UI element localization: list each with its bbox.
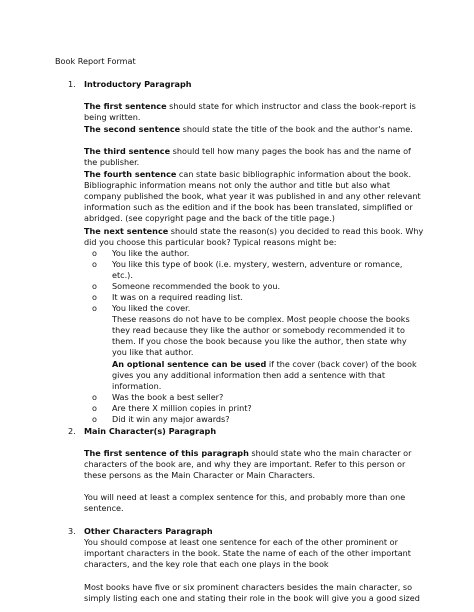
paragraph-text: should state for which instructor and class the book-report is being written. (84, 101, 416, 122)
bullet-marker: o (92, 403, 97, 413)
main-character-paragraph (84, 448, 424, 481)
next-sentence-paragraph (84, 226, 424, 248)
fourth-sentence-paragraph (84, 169, 424, 224)
reason-item: It was on a required reading list. (112, 292, 243, 302)
bullet-marker: o (92, 248, 97, 258)
question-item: Are there X million copies in print? (112, 403, 252, 413)
section-heading: Introductory Paragraph (84, 79, 192, 89)
document-title: Book Report Format (55, 56, 136, 66)
other-characters-paragraph: You should compose at least one sentence for each of the other prominent or important characters in the book. State the name of each of the other important characters, and the key role that each one plays in the book (84, 537, 411, 569)
section-heading: Main Character(s) Paragraph (84, 426, 217, 436)
bold-lead: The second sentence (84, 124, 181, 134)
paragraph-text: if the cover (back cover) of the book gives you any additional information then add a sentence with that information. (112, 359, 417, 391)
complex-sentence-paragraph: You will need at least a complex sentence for this, and probably more than one sentence. (84, 492, 406, 513)
bullet-marker: o (92, 414, 97, 424)
paragraph-text: can state basic bibliographic information about the book. Bibliographic information means not only the author and title but also what company published the book, what year it was published in and any other relevant information such as the edition and if the book has been translated, simplified or abridged. (see copyright page and the back of the title page.) (84, 169, 421, 223)
reason-item: Someone recommended the book to you. (112, 281, 281, 291)
paragraph-text: should state who the main character or characters of the book are, and why they are important. Refer to this person or these persons as the Main Character or Main Characters. (84, 448, 412, 480)
bullet-marker: o (92, 292, 97, 302)
paragraph-text: should state the reason(s) you decided to read this book. Why did you choose this particular book? Typical reasons might be: (84, 226, 424, 247)
section-number: 1. (68, 79, 76, 89)
reason-item: You like the author. (112, 248, 190, 258)
bullet-marker: o (92, 303, 97, 313)
bold-lead: The third sentence (84, 146, 171, 156)
bullet-marker: o (92, 281, 97, 291)
question-item: Was the book a best seller? (112, 392, 224, 402)
second-sentence-paragraph (84, 124, 424, 135)
bold-lead: The fourth sentence (84, 169, 177, 179)
first-sentence-paragraph (84, 101, 424, 123)
section-heading: Other Characters Paragraph (84, 526, 213, 536)
bold-lead: The next sentence (84, 226, 169, 236)
paragraph-text: should state the title of the book and the author's name. (180, 124, 413, 134)
bullet-marker: o (92, 259, 97, 269)
question-item: Did it win any major awards? (112, 414, 230, 424)
third-sentence-paragraph (84, 146, 424, 168)
bold-lead: The first sentence (84, 101, 167, 111)
prominent-characters-paragraph: Most books have five or six prominent characters besides the main character, so simply listing each one and stating their role in the book will give you a good sized (84, 582, 420, 603)
reasons-note: These reasons do not have to be complex. Most people choose the books they read because they like the author or somebody recommended it to them. If you chose the book because you like the author, then state why you like that author. (112, 314, 410, 357)
reason-item: You liked the cover. (112, 303, 191, 313)
optional-sentence-paragraph (112, 359, 417, 392)
bold-lead: The first sentence of this paragraph (84, 448, 249, 458)
section-number: 2. (68, 426, 76, 436)
reason-item: You like this type of book (i.e. mystery, western, adventure or romance, etc.). (112, 259, 403, 280)
section-number: 3. (68, 526, 76, 536)
bold-lead: An optional sentence can be used (112, 359, 267, 369)
bullet-marker: o (92, 392, 97, 402)
paragraph-text: should tell how many pages the book has and the name of the publisher. (84, 146, 411, 167)
